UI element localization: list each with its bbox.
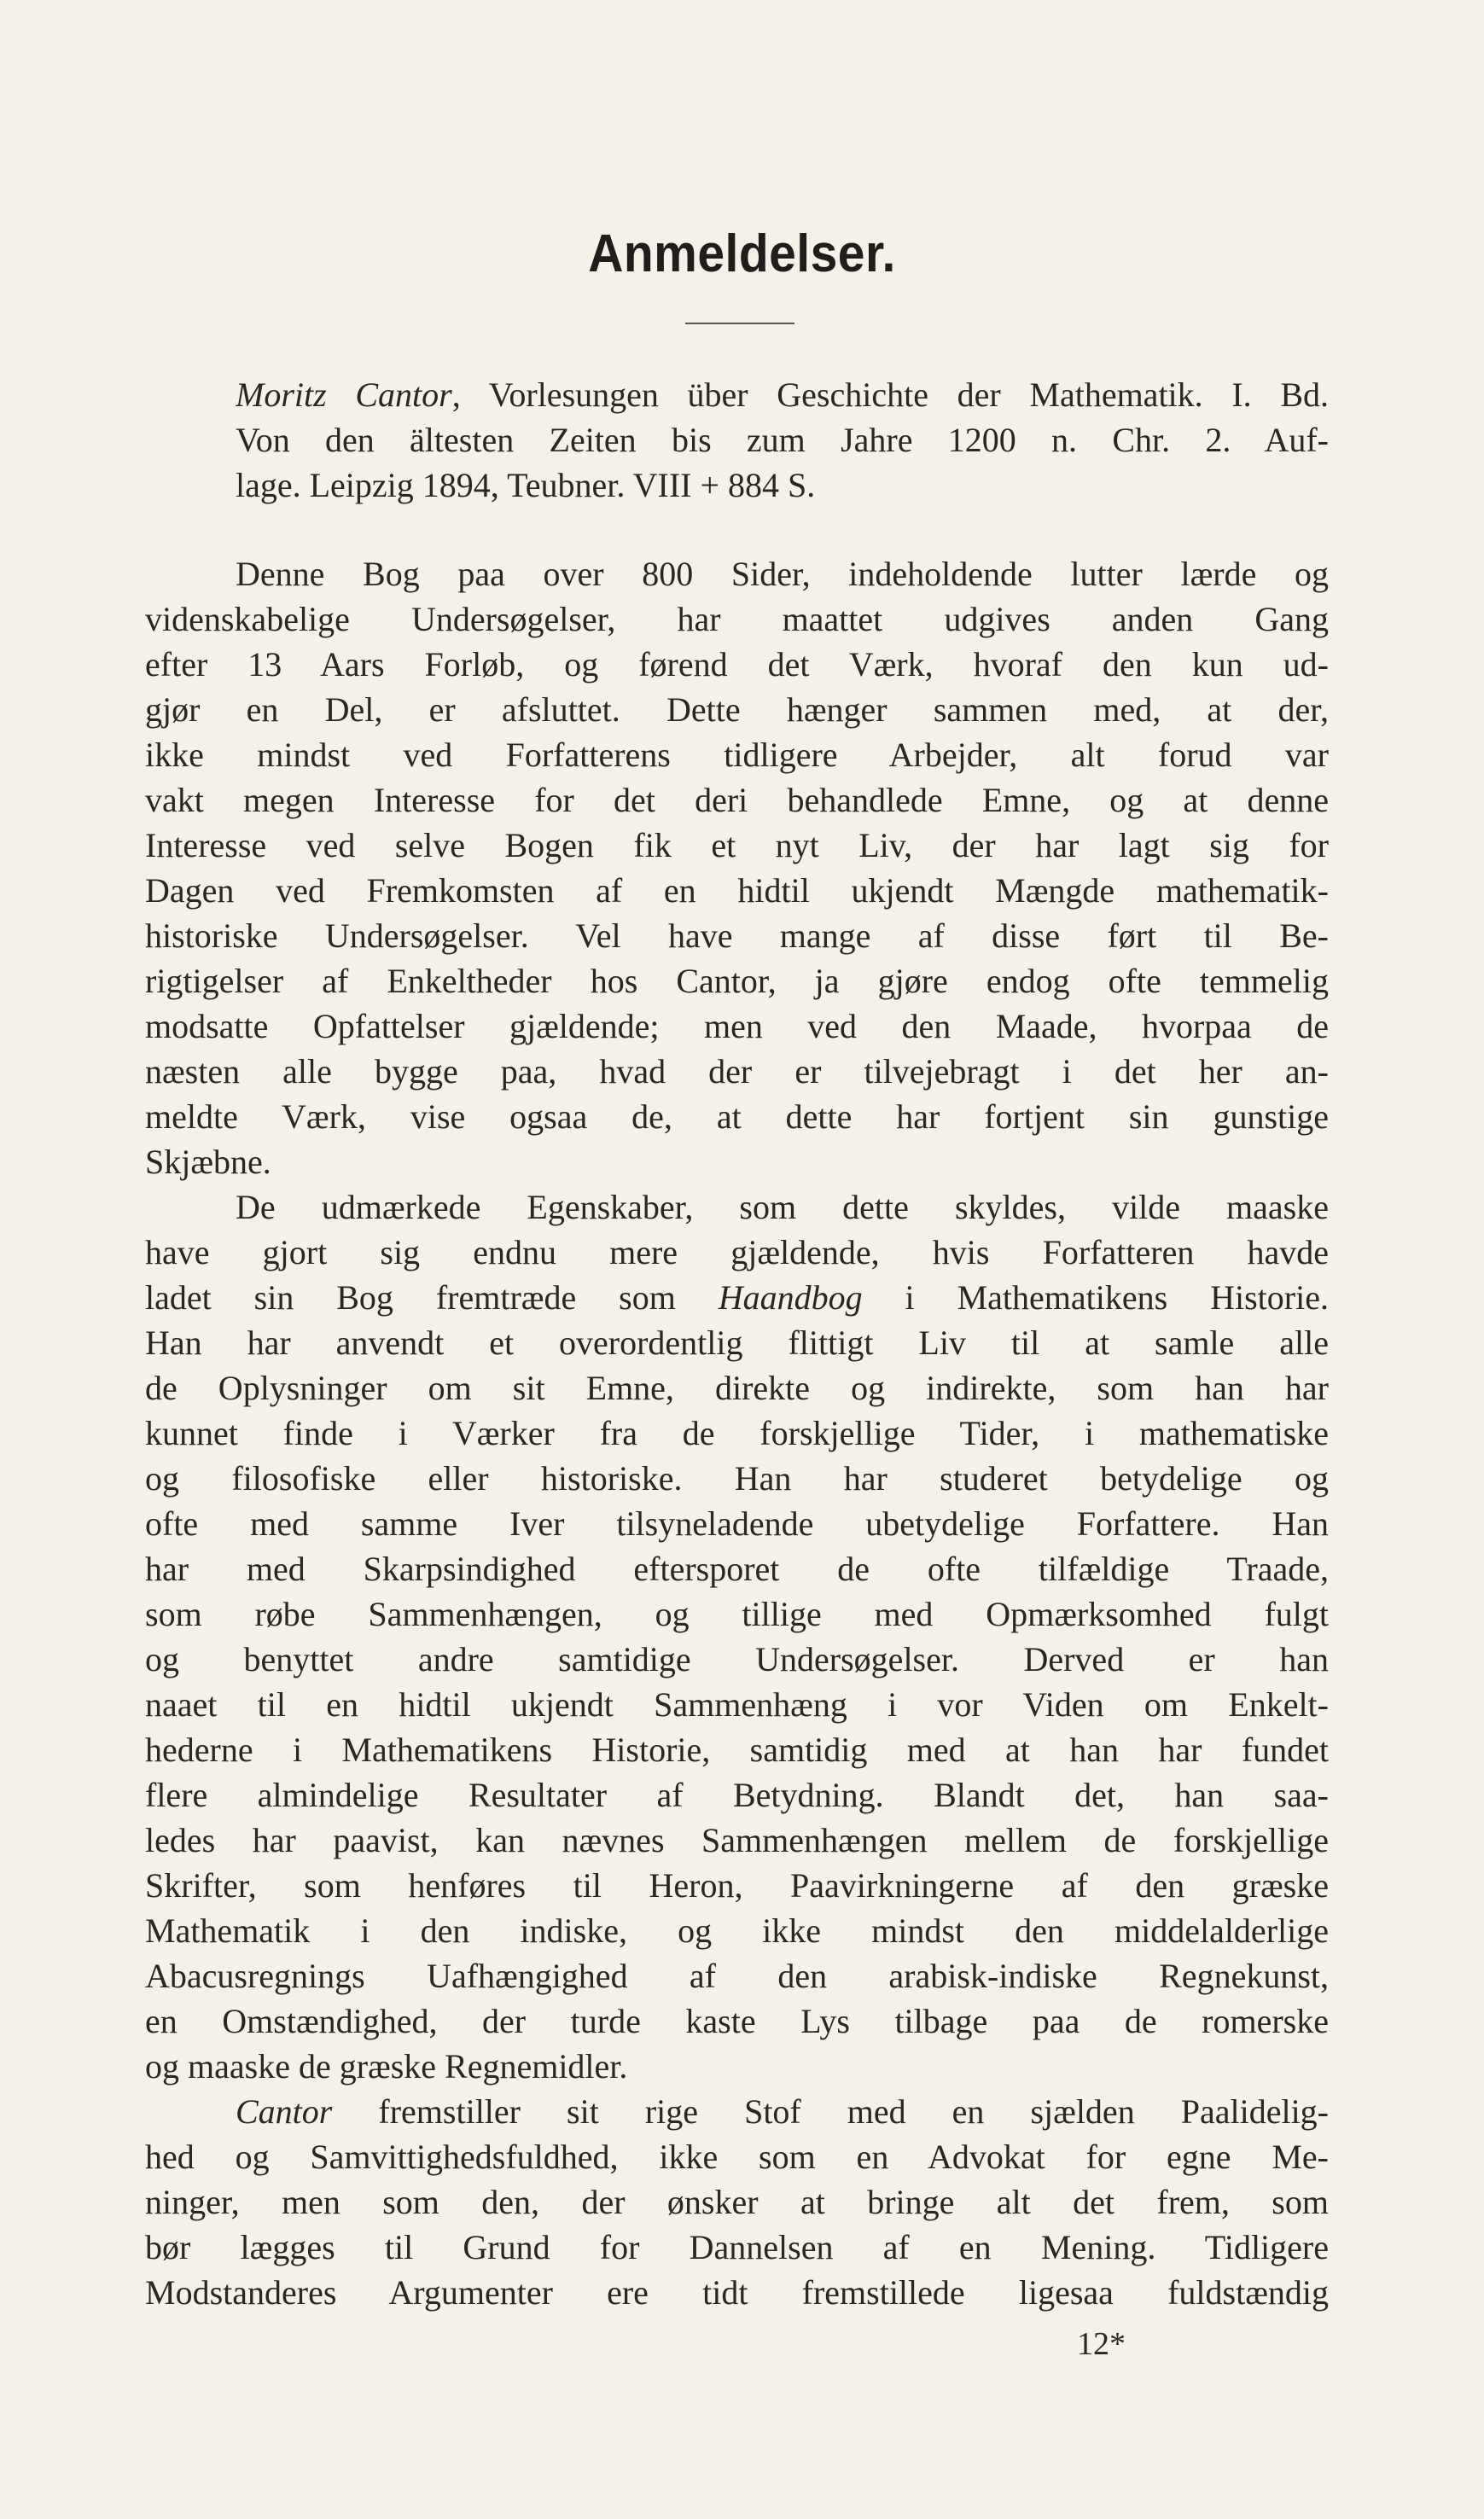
reference-author: Moritz Cantor bbox=[236, 375, 452, 414]
body-line: og filosofiske eller historiske. Han har studeret betydelige og bbox=[145, 1459, 1329, 1498]
reference-title: , Vorlesungen über Geschichte der Mathematik. I. Bd. bbox=[451, 375, 1329, 414]
body-line: og benyttet andre samtidige Undersøgelser. Derved er han bbox=[145, 1640, 1329, 1678]
body-line: som røbe Sammenhængen, og tillige med Opmærksomhed fulgt bbox=[145, 1595, 1329, 1633]
body-line: en Omstændighed, der turde kaste Lys tilbage paa de romerske bbox=[145, 2002, 1329, 2040]
body-line: De udmærkede Egenskaber, som dette skyldes, vilde maaske bbox=[236, 1188, 1329, 1226]
body-line: Han har anvendt et overordentlig flittigt Liv til at samle alle bbox=[145, 1323, 1329, 1362]
body-line: Dagen ved Fremkomsten af en hidtil ukjendt Mængde mathematik- bbox=[145, 871, 1329, 910]
body-line: Modstanderes Argumenter ere tidt fremstillede ligesaa fuldstændig bbox=[145, 2273, 1329, 2312]
body-line: ofte med samme Iver tilsyneladende ubetydelige Forfattere. Han bbox=[145, 1504, 1329, 1543]
body-line: vakt megen Interesse for det deri behandlede Emne, og at denne bbox=[145, 781, 1329, 819]
body-line: meldte Værk, vise ogsaa de, at dette har fortjent sin gunstige bbox=[145, 1097, 1329, 1136]
body-line: historiske Undersøgelser. Vel have mange af disse ført til Be- bbox=[145, 916, 1329, 955]
body-line: næsten alle bygge paa, hvad der er tilvejebragt i det her an- bbox=[145, 1052, 1329, 1091]
body-line: kunnet finde i Værker fra de forskjellige Tider, i mathematiske bbox=[145, 1414, 1329, 1452]
body-line: og maaske de græske Regnemidler. bbox=[145, 2047, 628, 2086]
reference-line-3: lage. Leipzig 1894, Teubner. VIII + 884 S. bbox=[236, 466, 816, 504]
body-line: bør lægges til Grund for Dannelsen af en Mening. Tidligere bbox=[145, 2228, 1329, 2266]
body-line: naaet til en hidtil ukjendt Sammenhæng i vor Viden om Enkelt- bbox=[145, 1685, 1329, 1724]
heading-rule bbox=[685, 323, 794, 324]
section-heading: Anmeldelser. bbox=[588, 224, 896, 283]
body-line: have gjort sig endnu mere gjældende, hvis Forfatteren havde bbox=[145, 1233, 1329, 1271]
italic-term: Haandbog bbox=[718, 1278, 863, 1317]
italic-term: Cantor bbox=[236, 2092, 333, 2131]
body-line: hed og Samvittighedsfuldhed, ikke som en Advokat for egne Me- bbox=[145, 2138, 1329, 2176]
body-line: flere almindelige Resultater af Betydning. Blandt det, han saa- bbox=[145, 1776, 1329, 1814]
body-line: rigtigelser af Enkeltheder hos Cantor, ja gjøre endog ofte temmelig bbox=[145, 962, 1329, 1000]
body-line: Skrifter, som henføres til Heron, Paavirkningerne af den græske bbox=[145, 1866, 1329, 1905]
body-line: Denne Bog paa over 800 Sider, indeholdende lutter lærde og bbox=[236, 555, 1329, 593]
reference-line-2: Von den ältesten Zeiten bis zum Jahre 1200 n. Chr. 2. Auf- bbox=[236, 421, 1329, 459]
body-line: de Oplysninger om sit Emne, direkte og indirekte, som han har bbox=[145, 1369, 1329, 1407]
body-line: har med Skarpsindighed eftersporet de ofte tilfældige Traade, bbox=[145, 1550, 1329, 1588]
body-line: videnskabelige Undersøgelser, har maattet udgives anden Gang bbox=[145, 600, 1329, 638]
body-line: ninger, men som den, der ønsker at bringe alt det frem, som bbox=[145, 2183, 1329, 2221]
body-line: Abacusregnings Uafhængighed af den arabisk-indiske Regnekunst, bbox=[145, 1957, 1329, 1995]
body-line: Cantor fremstiller sit rige Stof med en sjælden Paalidelig- bbox=[236, 2092, 1329, 2131]
body-line: Mathematik i den indiske, og ikke mindst den middelalderlige bbox=[145, 1911, 1329, 1950]
body-line: Interesse ved selve Bogen fik et nyt Liv, der har lagt sig for bbox=[145, 826, 1329, 864]
body-line: ledes har paavist, kan nævnes Sammenhængen mellem de forskjellige bbox=[145, 1821, 1329, 1859]
page-folio: 12* bbox=[1077, 2326, 1126, 2362]
body-line: gjør en Del, er afsluttet. Dette hænger sammen med, at der, bbox=[145, 690, 1329, 729]
body-line: modsatte Opfattelser gjældende; men ved den Maade, hvorpaa de bbox=[145, 1007, 1329, 1045]
body-line: efter 13 Aars Forløb, og førend det Værk, hvoraf den kun ud- bbox=[145, 645, 1329, 684]
body-line: hederne i Mathematikens Historie, samtidig med at han har fundet bbox=[145, 1731, 1329, 1769]
body-line: ikke mindst ved Forfatterens tidligere Arbejder, alt forud var bbox=[145, 736, 1329, 774]
reference-line-1 bbox=[236, 372, 1329, 417]
body-line: ladet sin Bog fremtræde som Haandbog i Mathematikens Historie. bbox=[145, 1278, 1329, 1317]
body-line: Skjæbne. bbox=[145, 1143, 271, 1181]
